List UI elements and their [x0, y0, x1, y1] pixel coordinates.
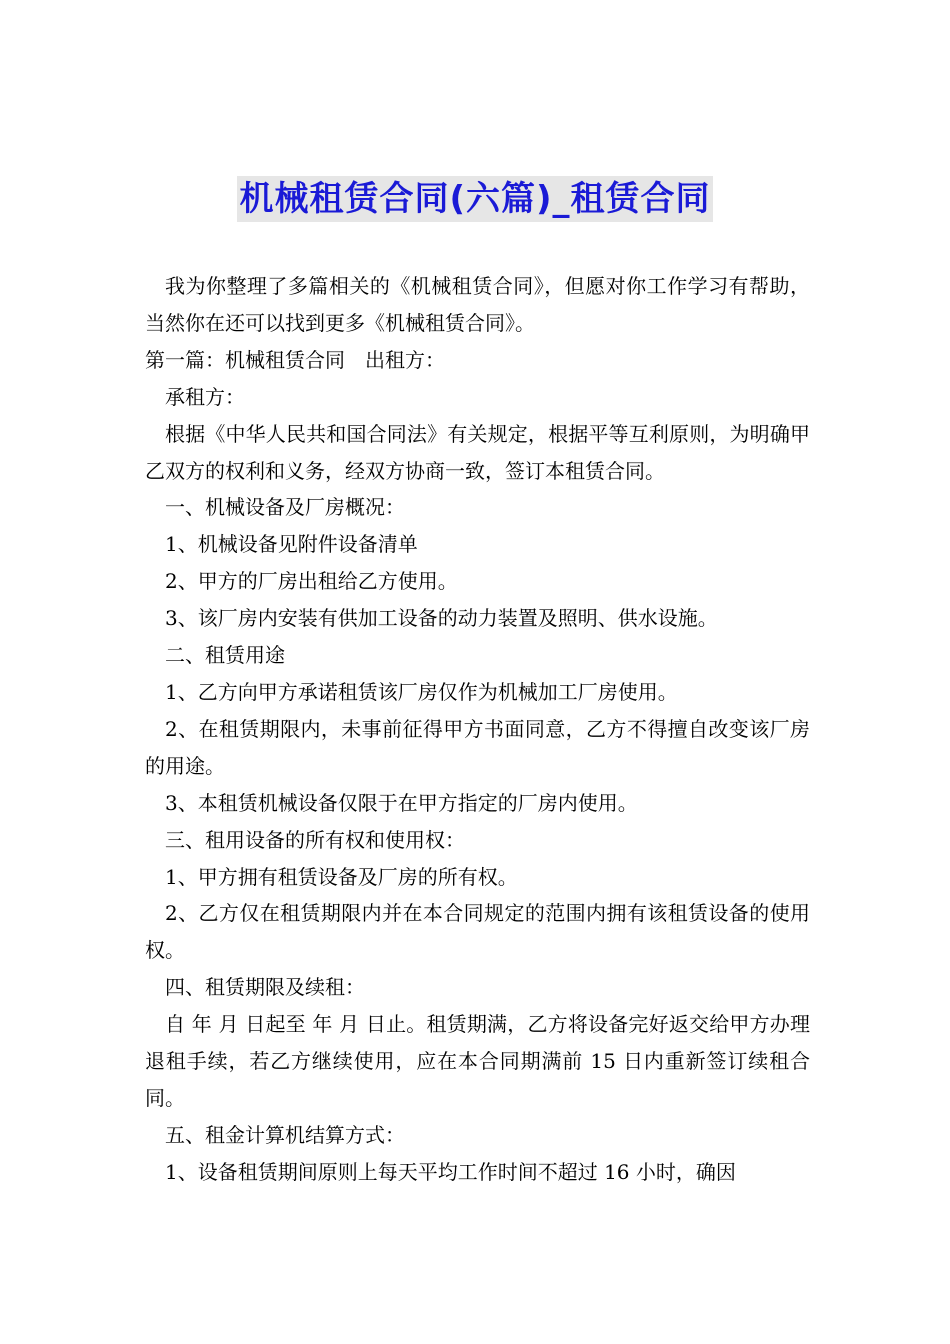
heading-lease-term: 四、租赁期限及续租： [165, 975, 365, 1000]
list-item: 1、甲方拥有租赁设备及厂房的所有权。 [165, 864, 518, 889]
document-title: 机械租赁合同(六篇)_租赁合同 [237, 176, 712, 222]
heading-lease-purpose: 二、租赁用途 [165, 643, 285, 668]
list-item: 1、乙方向甲方承诺租赁该厂房仅作为机械加工厂房使用。 [165, 679, 678, 704]
paragraph-lessee: 承租方： [165, 384, 245, 409]
paragraph-section-one-header: 第一篇：机械租赁合同 出租方： [145, 347, 445, 372]
paragraph-intro: 我为你整理了多篇相关的《机械租赁合同》，但愿对你工作学习有帮助，当然你在还可以找到更多《机械租赁合同》。 [145, 274, 810, 335]
list-item: 1、设备租赁期间原则上每天平均工作时间不超过 16 小时，确因 [165, 1159, 736, 1184]
list-item: 3、本租赁机械设备仅限于在甲方指定的厂房内使用。 [165, 790, 638, 815]
heading-rent-settlement: 五、租金计算机结算方式： [165, 1122, 405, 1147]
title-container [0, 176, 950, 222]
paragraph-legal-basis: 根据《中华人民共和国合同法》有关规定，根据平等互利原则，为明确甲乙双方的权利和义务，经双方协商一致，签订本租赁合同。 [145, 421, 810, 483]
list-item: 2、甲方的厂房出租给乙方使用。 [165, 569, 458, 594]
heading-equipment-overview: 一、机械设备及厂房概况： [165, 495, 405, 520]
list-item: 2、在租赁期限内，未事前征得甲方书面同意，乙方不得擅自改变该厂房的用途。 [145, 716, 810, 778]
document-body [145, 268, 810, 1191]
heading-ownership: 三、租用设备的所有权和使用权： [165, 827, 465, 852]
list-item: 2、乙方仅在租赁期限内并在本合同规定的范围内拥有该租赁设备的使用权。 [145, 901, 810, 963]
list-item: 1、机械设备见附件设备清单 [165, 532, 418, 557]
paragraph-lease-term: 自 年 月 日起至 年 月 日止。租赁期满，乙方将设备完好返交给甲方办理退租手续，若乙方继续使用，应在本合同期满前 15 日内重新签订续租合同。 [145, 1012, 810, 1110]
list-item: 3、该厂房内安装有供加工设备的动力装置及照明、供水设施。 [165, 606, 718, 631]
